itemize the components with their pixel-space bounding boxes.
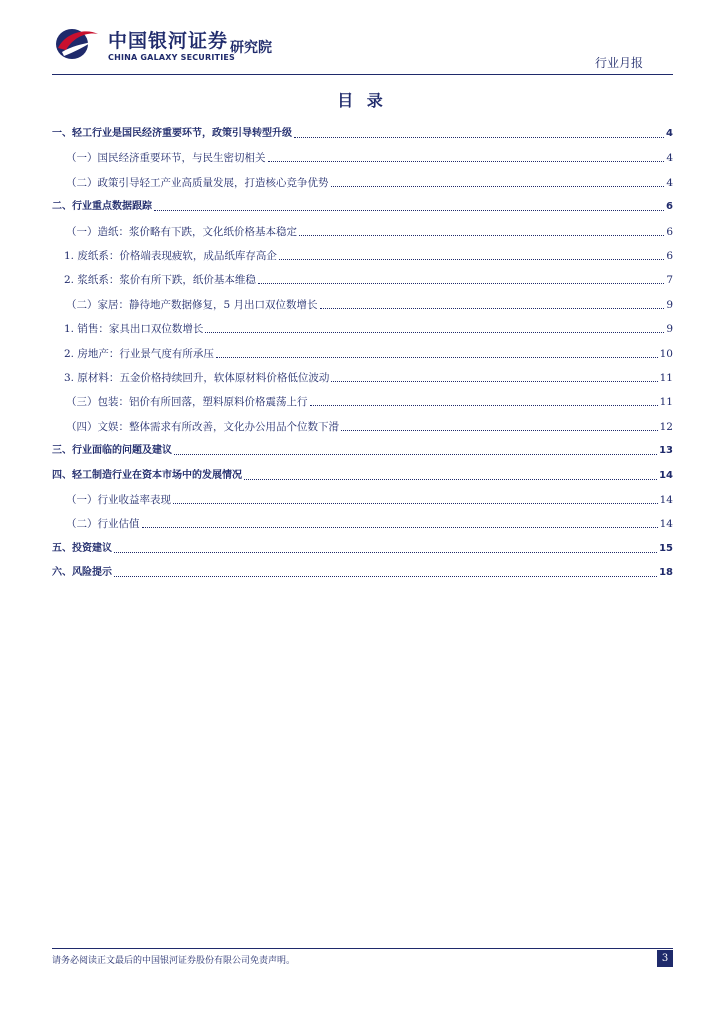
toc-entry-page: 6 <box>666 201 673 213</box>
toc-dot-leader <box>258 282 664 284</box>
institute-label: 研究院 <box>230 40 272 56</box>
toc-dot-leader <box>173 502 658 504</box>
toc-entry[interactable] <box>52 369 673 385</box>
brand-name-cn: 中国银河证券 <box>108 30 229 52</box>
toc-entry-page: 10 <box>659 347 673 360</box>
toc-entry-label: 1. 废纸系：价格端表现疲软，成品纸库存高企 <box>64 250 277 262</box>
toc-title: 目 录 <box>337 91 387 110</box>
toc-dot-leader <box>299 234 664 236</box>
toc-entry-label: （二）政策引导轻工产业高质量发展，打造核心竞争优势 <box>66 176 329 189</box>
toc-entry-label: 一、轻工行业是国民经济重要环节，政策引导转型升级 <box>52 128 292 139</box>
toc-entry-page: 11 <box>659 372 673 384</box>
toc-entry[interactable] <box>52 149 673 165</box>
toc-entry[interactable] <box>52 320 673 336</box>
toc-entry[interactable] <box>52 564 673 580</box>
toc-entry[interactable] <box>52 442 673 458</box>
toc-entry[interactable] <box>52 271 673 287</box>
toc-entry-page: 9 <box>666 323 673 336</box>
toc-dot-leader <box>294 136 664 138</box>
toc-dot-leader <box>341 429 658 431</box>
toc-entry[interactable] <box>52 467 673 483</box>
toc-entry-label: 三、行业面临的问题及建议 <box>52 445 172 457</box>
toc-entry-page: 11 <box>659 396 673 409</box>
toc-entry-page: 4 <box>666 152 673 165</box>
toc-entry-label: 五、投资建议 <box>52 542 112 554</box>
toc-entry-page: 6 <box>666 225 673 238</box>
toc-entry[interactable] <box>52 198 673 214</box>
toc-entry[interactable] <box>52 223 673 239</box>
toc-entry[interactable] <box>52 515 673 531</box>
toc-entry[interactable] <box>52 418 673 434</box>
toc-entry[interactable] <box>52 247 673 263</box>
toc-entry[interactable] <box>52 296 673 312</box>
toc-entry[interactable] <box>52 174 673 190</box>
toc-entry-page: 13 <box>659 445 673 457</box>
toc-entry-page: 14 <box>659 494 673 506</box>
page-header <box>52 22 673 78</box>
toc-dot-leader <box>216 356 658 358</box>
report-type: 行业月报 <box>594 56 643 70</box>
toc-entry-page: 14 <box>659 518 673 531</box>
brand-name-en: CHINA GALAXY SECURITIES <box>108 53 235 62</box>
toc-dot-leader <box>279 258 664 260</box>
header-divider <box>52 74 673 75</box>
toc-entry-label: （二）家居：静待地产数据修复，5 月出口双位数增长 <box>66 298 318 311</box>
toc-entry-label: （三）包装：铝价有所回落，塑料原料价格震荡上行 <box>66 396 308 409</box>
toc-entry-page: 12 <box>659 420 673 433</box>
toc-entry-page: 14 <box>659 469 673 481</box>
toc-entry-label: 四、轻工制造行业在资本市场中的发展情况 <box>52 469 242 481</box>
toc-dot-leader <box>331 380 657 382</box>
toc-dot-leader <box>114 575 657 577</box>
page-number: 3 <box>657 950 673 967</box>
toc-dot-leader <box>142 526 658 528</box>
toc-dot-leader <box>320 307 665 309</box>
toc-entry-label: 六、风险提示 <box>52 567 112 579</box>
toc-entry-label: （一）国民经济重要环节，与民生密切相关 <box>66 152 266 165</box>
toc-entry-page: 6 <box>666 250 673 262</box>
footer-disclaimer: 请务必阅读正文最后的中国银河证券股份有限公司免责声明。 <box>52 956 296 966</box>
toc-dot-leader <box>268 160 665 162</box>
toc-entry[interactable] <box>52 540 673 556</box>
toc-entry-label: （一）造纸：浆价略有下跌，文化纸价格基本稳定 <box>66 225 297 238</box>
toc-dot-leader <box>174 453 657 455</box>
toc-entry-label: 1. 销售：家具出口双位数增长 <box>64 323 204 336</box>
toc-entry-page: 9 <box>666 298 673 311</box>
footer-divider <box>52 948 673 949</box>
toc-dot-leader <box>310 404 658 406</box>
toc-entry[interactable] <box>52 393 673 409</box>
toc-entry-label: 二、行业重点数据跟踪 <box>52 201 152 213</box>
toc-entry[interactable] <box>52 125 673 141</box>
galaxy-logo-icon <box>52 22 100 62</box>
toc-entry-label: （四）文娱：整体需求有所改善，文化办公用品个位数下滑 <box>66 420 339 433</box>
toc-entry[interactable] <box>52 491 673 507</box>
toc-dot-leader <box>114 551 657 553</box>
toc-entry-label: 2. 浆纸系：浆价有所下跌，纸价基本维稳 <box>64 274 256 287</box>
toc-entry-page: 15 <box>659 542 673 554</box>
toc-entry-page: 7 <box>666 274 673 287</box>
toc-dot-leader <box>244 478 657 480</box>
toc-entry-page: 18 <box>659 567 673 579</box>
toc-entry-page: 4 <box>666 128 673 139</box>
toc-dot-leader <box>331 185 665 187</box>
toc-entry-label: （二）行业估值 <box>66 518 140 531</box>
toc-entry[interactable] <box>52 345 673 361</box>
toc-entry-label: 2. 房地产：行业景气度有所承压 <box>64 347 214 360</box>
toc-entry-label: （一）行业收益率表现 <box>66 494 171 506</box>
toc-dot-leader <box>154 209 664 211</box>
toc-entry-label: 3. 原材料：五金价格持续回升，软体原材料价格低位波动 <box>64 372 330 384</box>
toc-entry-page: 4 <box>666 176 673 189</box>
toc-dot-leader <box>205 331 664 333</box>
